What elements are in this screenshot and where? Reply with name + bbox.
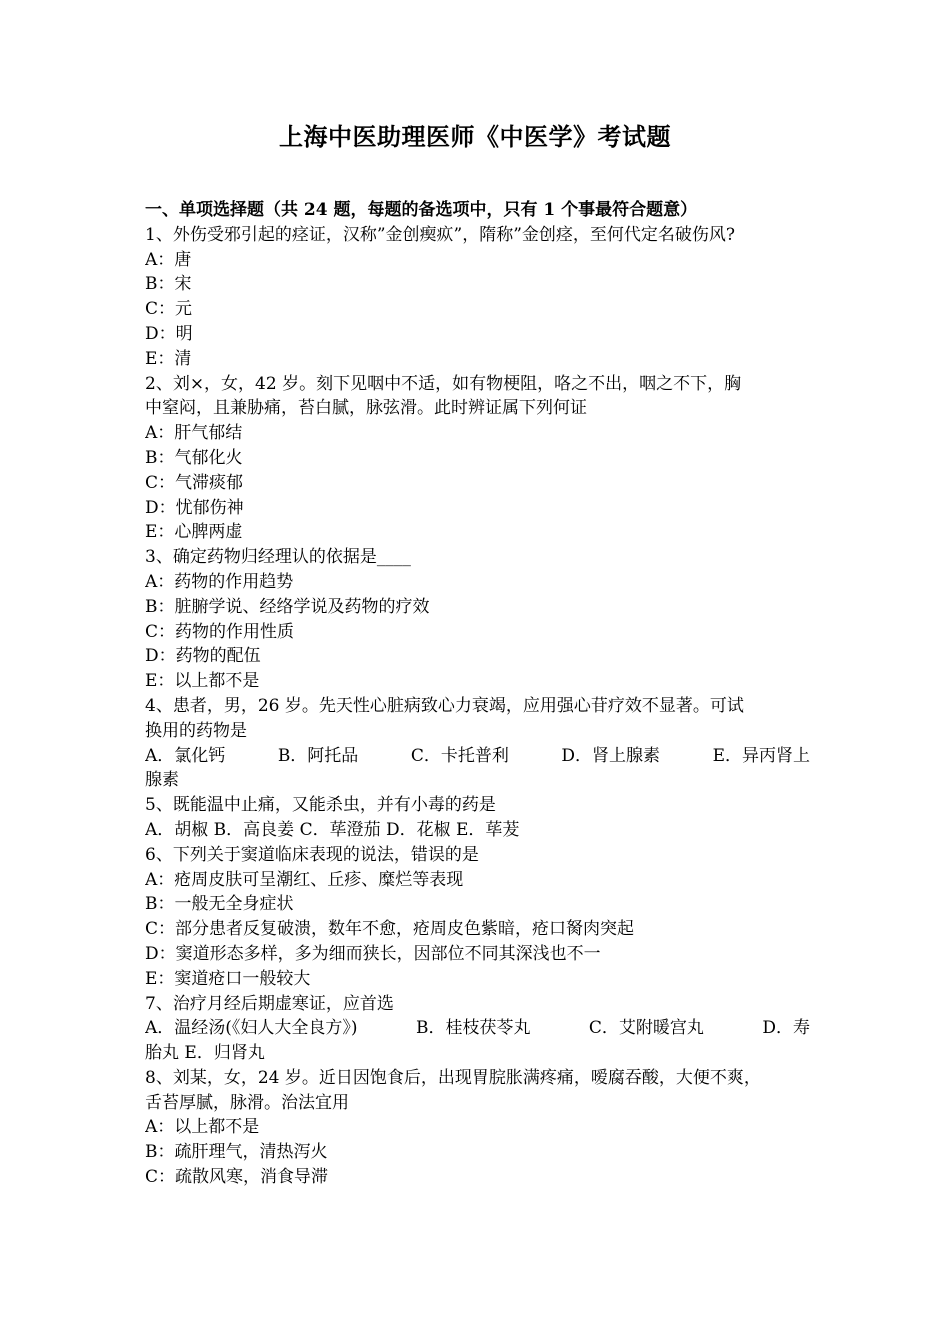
- section-heading: 一、单项选择题（共 24 题，每题的备选项中，只有 1 个事最符合题意）: [145, 200, 698, 220]
- option-item: C．卡托普利: [410, 745, 509, 766]
- text-line: D：药物的配伍: [145, 646, 261, 667]
- text-line: A：以上都不是: [145, 1117, 260, 1138]
- text-line: A：疮周皮肤可呈潮红、丘疹、糜烂等表现: [145, 869, 464, 890]
- text-line: B：气郁化火: [145, 447, 243, 468]
- text-block-3: [145, 1041, 810, 1190]
- question-7-options: [145, 1016, 810, 1041]
- text-line: 2、刘×，女，42 岁。刻下见咽中不适，如有物梗阻，咯之不出，咽之不下，胸: [145, 373, 742, 394]
- text-line: 6、下列关于窦道临床表现的说法，错误的是: [145, 844, 479, 865]
- text-line: 8、刘某，女，24 岁。近日因饱食后，出现胃脘胀满疼痛，嗳腐吞酸，大便不爽，: [145, 1067, 761, 1088]
- text-line: A：唐: [145, 249, 192, 270]
- text-line: B：一般无全身症状: [145, 894, 294, 915]
- document-body: [145, 198, 810, 1190]
- text-line: 4、患者，男，26 岁。先天性心脏病致心力衰竭，应用强心苷疗效不显著。可试: [145, 695, 744, 716]
- text-line: B：脏腑学说、经络学说及药物的疗效: [145, 596, 430, 617]
- text-line: E：清: [145, 348, 192, 369]
- option-item: B．阿托品: [277, 745, 359, 766]
- text-line: 1、外伤受邪引起的痉证，汉称”金创瘈疭”，隋称”金创痉，至何代定名破伤风?: [145, 224, 736, 245]
- text-line: 7、治疗月经后期虚寒证，应首选: [145, 993, 394, 1014]
- text-line: B：疏肝理气，清热泻火: [145, 1142, 328, 1163]
- option-item: C．艾附暖宫丸: [588, 1018, 704, 1039]
- text-line: A：药物的作用趋势: [145, 571, 294, 592]
- text-line: C：元: [145, 299, 193, 320]
- text-line: A：肝气郁结: [145, 423, 243, 444]
- text-line: C：气滞痰郁: [145, 472, 244, 493]
- text-line: 中窒闷，且兼胁痛，苔白腻，脉弦滑。此时辨证属下列何证: [145, 398, 587, 419]
- text-block-2: [145, 768, 810, 1016]
- text-line: E：窦道疮口一般较大: [145, 968, 311, 989]
- question-4-options: [145, 744, 810, 769]
- text-line: D：明: [145, 323, 193, 344]
- text-line: 3、确定药物归经理认的依据是____: [145, 547, 411, 568]
- text-line: 胎丸 E．归肾丸: [145, 1043, 265, 1064]
- option-item: D．寿: [762, 1018, 810, 1039]
- text-line: C：疏散风寒，消食导滞: [145, 1167, 329, 1188]
- text-line: C：部分患者反复破溃，数年不愈，疮周皮色紫暗，疮口胬肉突起: [145, 919, 635, 940]
- text-line: E：以上都不是: [145, 671, 260, 692]
- option-item: A．温经汤(《妇人大全良方》): [145, 1018, 358, 1039]
- text-line: 5、既能温中止痛，又能杀虫，并有小毒的药是: [145, 795, 496, 816]
- text-line: E：心脾两虚: [145, 522, 243, 543]
- option-item: D．肾上腺素: [561, 745, 661, 766]
- text-line: D：窦道形态多样，多为细而狭长，因部位不同其深浅也不一: [145, 943, 601, 964]
- text-line: A．胡椒 B．高良姜 C．荜澄茄 D．花椒 E．荜茇: [145, 819, 520, 840]
- text-line: C：药物的作用性质: [145, 621, 295, 642]
- option-item: A．氯化钙: [145, 745, 226, 766]
- option-item: B．桂枝茯苓丸: [415, 1018, 531, 1039]
- text-line: 腺素: [145, 770, 179, 791]
- text-line: 换用的药物是: [145, 720, 247, 741]
- text-block-1: [145, 223, 810, 744]
- document-title: 上海中医助理医师《中医学》考试题: [279, 122, 671, 151]
- option-item: E．异丙肾上: [712, 745, 810, 766]
- text-line: D：忧郁伤神: [145, 497, 244, 518]
- text-line: B：宋: [145, 274, 192, 295]
- text-line: 舌苔厚腻，脉滑。治法宜用: [145, 1092, 349, 1113]
